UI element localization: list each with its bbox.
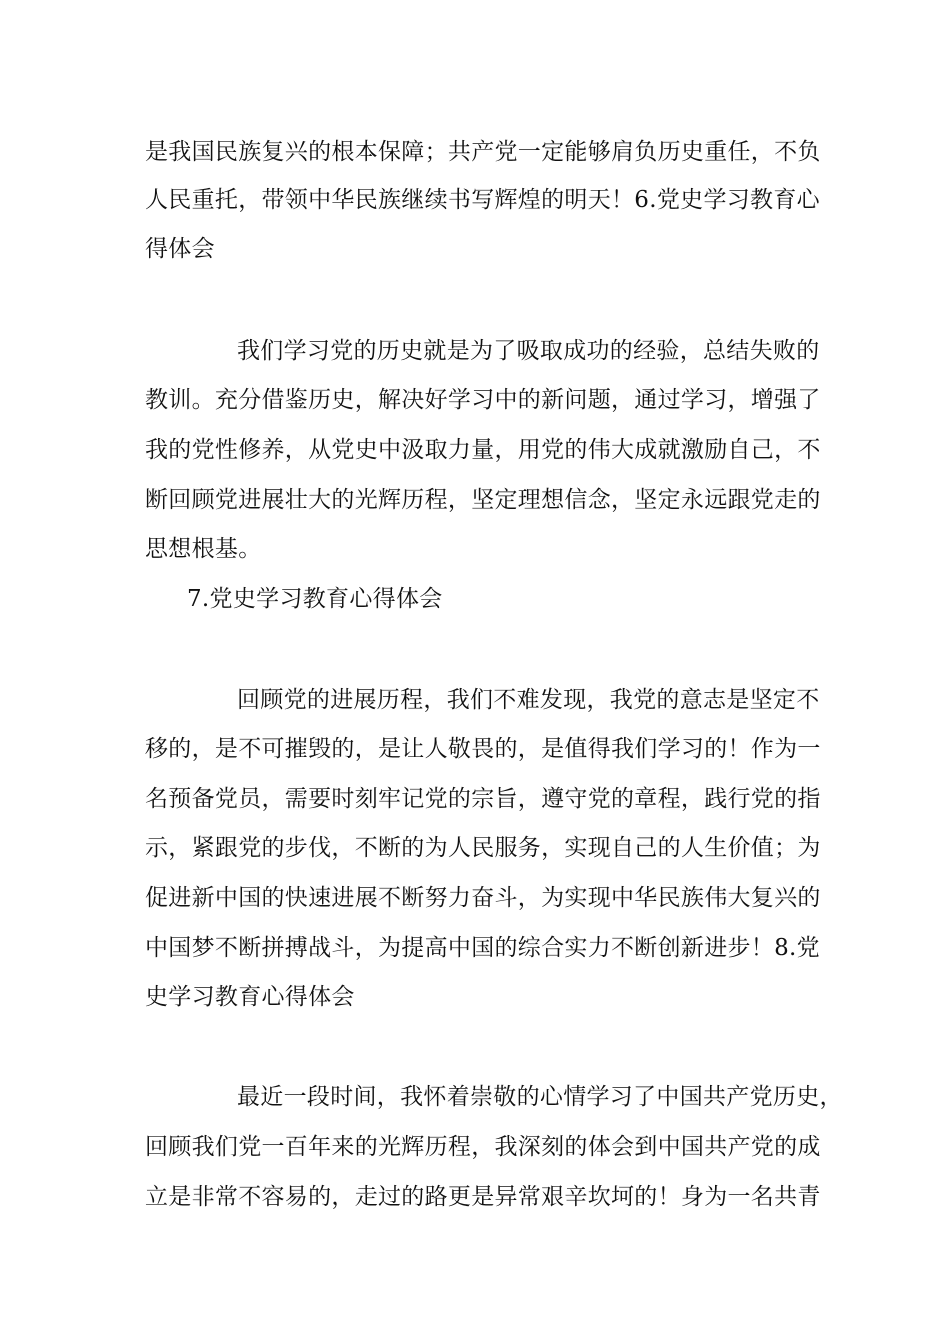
- text-line: 中国梦不断拼搏战斗，为提高中国的综合实力不断创新进步！8.党: [145, 935, 820, 961]
- text-line: 促进新中国的快速进展不断努力奋斗，为实现中华民族伟大复兴的: [145, 885, 821, 911]
- text-line: 人民重托，带领中华民族继续书写辉煌的明天！6.党史学习教育心: [145, 187, 820, 213]
- section-heading: 7.党史学习教育心得体会: [187, 586, 443, 612]
- text-line: 名预备党员，需要时刻牢记党的宗旨，遵守党的章程，践行党的指: [145, 786, 821, 812]
- text-line: 思想根基。: [145, 536, 262, 562]
- text-line: 回顾我们党一百年来的光辉历程，我深刻的体会到中国共产党的成: [145, 1134, 821, 1160]
- text-line: 我的党性修养，从党史中汲取力量，用党的伟大成就激励自己，不: [145, 437, 821, 463]
- paragraph-first-line: 我们学习党的历史就是为了吸取成功的经验，总结失败的: [237, 338, 820, 364]
- paragraph-first-line: 最近一段时间，我怀着崇敬的心情学习了中国共产党历史，: [237, 1084, 843, 1110]
- text-line: 示，紧跟党的步伐，不断的为人民服务，实现自己的人生价值；为: [145, 835, 821, 861]
- paragraph-first-line: 回顾党的进展历程，我们不难发现，我党的意志是坚定不: [237, 687, 820, 713]
- text-line: 断回顾党进展壮大的光辉历程，坚定理想信念，坚定永远跟党走的: [145, 487, 821, 513]
- text-line: 史学习教育心得体会: [145, 984, 355, 1010]
- text-line: 得体会: [145, 236, 215, 262]
- text-line: 教训。充分借鉴历史，解决好学习中的新问题，通过学习，增强了: [145, 387, 821, 413]
- text-line: 立是非常不容易的，走过的路更是异常艰辛坎坷的！身为一名共青: [145, 1184, 821, 1210]
- text-line: 是我国民族复兴的根本保障；共产党一定能够肩负历史重任，不负: [145, 139, 821, 165]
- text-line: 移的，是不可摧毁的，是让人敬畏的，是值得我们学习的！作为一: [145, 736, 821, 762]
